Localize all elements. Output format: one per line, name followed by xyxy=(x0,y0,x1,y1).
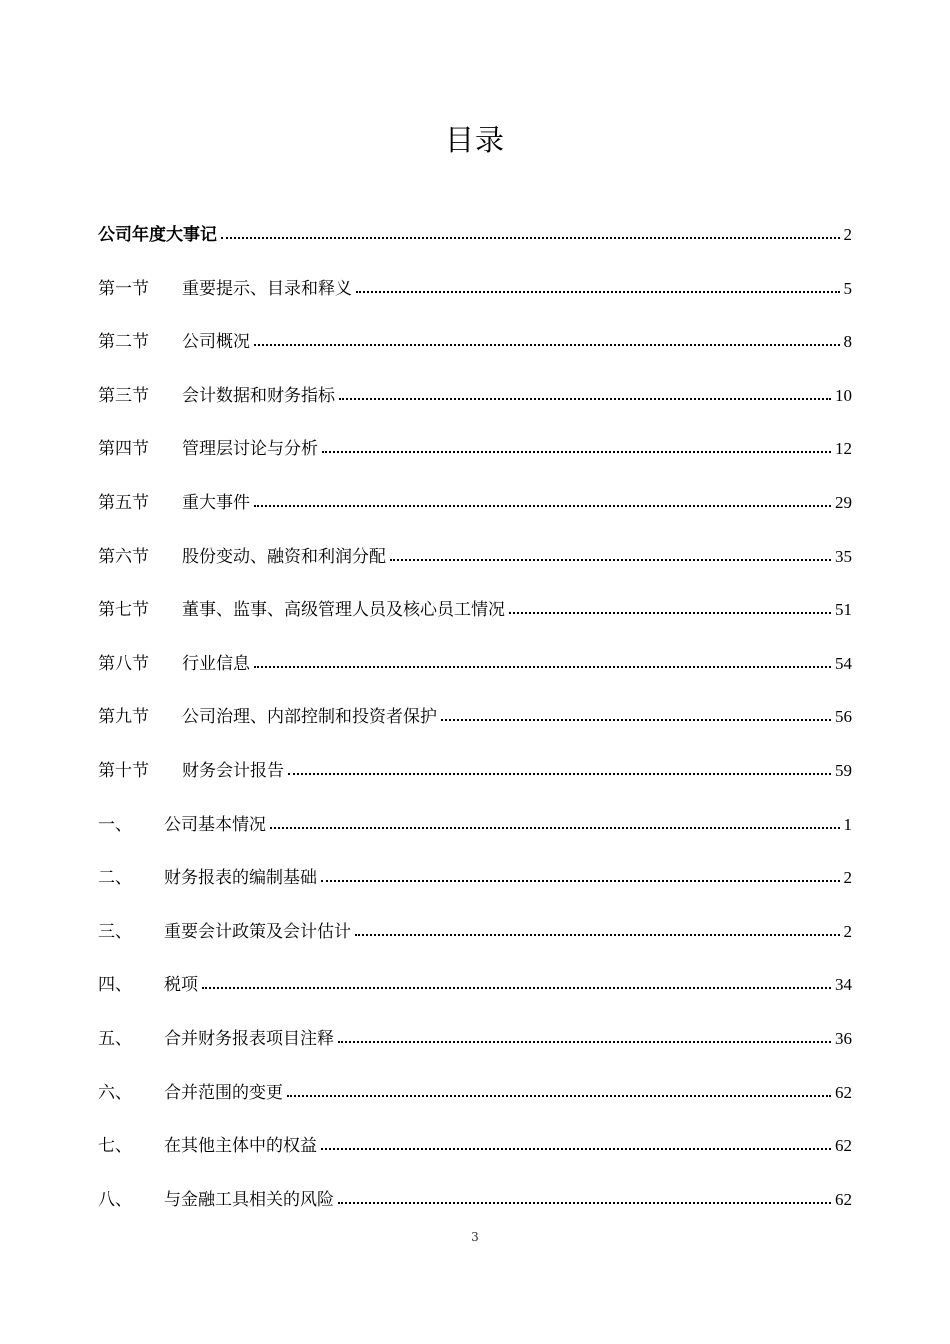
dot-leader xyxy=(390,558,831,561)
toc-entry-page: 1 xyxy=(843,815,852,834)
toc-entry-number: 第八节 xyxy=(98,654,149,674)
dot-leader xyxy=(221,236,840,239)
dot-leader xyxy=(356,290,840,293)
dot-leader xyxy=(288,772,831,775)
toc-entry-label: 管理层讨论与分析 xyxy=(182,439,318,459)
toc-entry-label: 税项 xyxy=(164,975,198,995)
toc-entry-page: 2 xyxy=(843,922,852,941)
toc-entry-number: 六、 xyxy=(98,1083,132,1103)
toc-entry-label: 重要会计政策及会计估计 xyxy=(164,922,351,942)
toc-entry-label: 公司概况 xyxy=(182,332,250,352)
toc-entry[interactable] xyxy=(98,1024,852,1048)
toc-entry[interactable] xyxy=(98,1131,852,1155)
dot-leader xyxy=(254,665,831,668)
toc-entry[interactable] xyxy=(98,649,852,673)
toc-entry[interactable] xyxy=(98,542,852,566)
toc-entry-page: 62 xyxy=(835,1190,852,1209)
toc-entry[interactable] xyxy=(98,434,852,458)
page-title: 目录 xyxy=(444,123,505,157)
toc-entry-page: 62 xyxy=(835,1136,852,1155)
toc-entry[interactable] xyxy=(98,970,852,994)
dot-leader xyxy=(441,718,831,721)
toc-entry[interactable] xyxy=(98,863,852,887)
toc-entry[interactable] xyxy=(98,756,852,780)
dot-leader xyxy=(287,1094,831,1097)
dot-leader xyxy=(338,1201,831,1204)
toc-entry[interactable] xyxy=(98,702,852,726)
toc-entry-page: 36 xyxy=(835,1029,852,1048)
toc-entry-number: 第二节 xyxy=(98,332,149,352)
toc-entry-number: 二、 xyxy=(98,868,132,888)
toc-entry-number: 第七节 xyxy=(98,600,149,620)
dot-leader xyxy=(202,986,831,989)
toc-entry-label: 公司治理、内部控制和投资者保护 xyxy=(182,707,437,727)
toc-entry-number: 四、 xyxy=(98,975,132,995)
toc-entry[interactable] xyxy=(98,381,852,405)
toc-entry-label: 与金融工具相关的风险 xyxy=(164,1190,334,1210)
dot-leader xyxy=(339,397,831,400)
dot-leader xyxy=(321,1147,831,1150)
toc-entry-number: 第三节 xyxy=(98,386,149,406)
toc-entry-page: 8 xyxy=(843,332,852,351)
toc-entry-page: 59 xyxy=(835,761,852,780)
toc-entry[interactable] xyxy=(98,595,852,619)
toc-entry-number: 三、 xyxy=(98,922,132,942)
dot-leader xyxy=(270,826,840,829)
toc-entry-page: 29 xyxy=(835,493,852,512)
dot-leader xyxy=(321,879,840,882)
toc-entry-number: 八、 xyxy=(98,1190,132,1210)
toc-entry-number: 第十节 xyxy=(98,761,149,781)
toc-entry-label: 在其他主体中的权益 xyxy=(164,1136,317,1156)
toc-entry-label: 合并财务报表项目注释 xyxy=(164,1029,334,1049)
toc-entry[interactable] xyxy=(98,327,852,351)
toc-entry-number: 第一节 xyxy=(98,279,149,299)
toc-entry-page: 12 xyxy=(835,439,852,458)
dot-leader xyxy=(338,1040,831,1043)
toc-entry-label: 重要提示、目录和释义 xyxy=(182,279,352,299)
toc-entry-page: 10 xyxy=(835,386,852,405)
toc-entry-page: 56 xyxy=(835,707,852,726)
toc-entry-label: 公司年度大事记 xyxy=(98,225,217,245)
dot-leader xyxy=(355,933,840,936)
toc-entry[interactable] xyxy=(98,488,852,512)
dot-leader xyxy=(254,504,831,507)
dot-leader xyxy=(322,450,831,453)
toc-entry-number: 一、 xyxy=(98,815,132,835)
toc-entry-number: 第六节 xyxy=(98,547,149,567)
toc-entry-number: 第五节 xyxy=(98,493,149,513)
toc-entry-page: 34 xyxy=(835,975,852,994)
toc-entry[interactable] xyxy=(98,810,852,834)
toc-entry[interactable] xyxy=(98,220,852,244)
toc-entry-number: 七、 xyxy=(98,1136,132,1156)
toc-entry-label: 行业信息 xyxy=(182,654,250,674)
toc-entry-label: 公司基本情况 xyxy=(164,815,266,835)
toc-entry[interactable] xyxy=(98,1185,852,1209)
toc-entry-page: 62 xyxy=(835,1083,852,1102)
toc-entry[interactable] xyxy=(98,1078,852,1102)
dot-leader xyxy=(509,611,831,614)
toc-entry-label: 股份变动、融资和利润分配 xyxy=(182,547,386,567)
toc-entry-label: 财务报表的编制基础 xyxy=(164,868,317,888)
toc-entry-page: 5 xyxy=(843,279,852,298)
toc-entry-number: 五、 xyxy=(98,1029,132,1049)
toc-entry[interactable] xyxy=(98,917,852,941)
page-number: 3 xyxy=(471,1230,479,1244)
toc-entry-label: 合并范围的变更 xyxy=(164,1083,283,1103)
toc-entry-label: 会计数据和财务指标 xyxy=(182,386,335,406)
toc-entry-number: 第四节 xyxy=(98,439,149,459)
toc-entry-page: 54 xyxy=(835,654,852,673)
toc-entry[interactable] xyxy=(98,274,852,298)
toc-entry-page: 51 xyxy=(835,600,852,619)
toc-entry-label: 重大事件 xyxy=(182,493,250,513)
toc-entry-label: 董事、监事、高级管理人员及核心员工情况 xyxy=(182,600,505,620)
toc-entry-page: 2 xyxy=(843,868,852,887)
toc-entry-label: 财务会计报告 xyxy=(182,761,284,781)
toc-entry-page: 2 xyxy=(843,225,852,244)
toc-entry-number: 第九节 xyxy=(98,707,149,727)
toc-entry-page: 35 xyxy=(835,547,852,566)
dot-leader xyxy=(254,343,840,346)
